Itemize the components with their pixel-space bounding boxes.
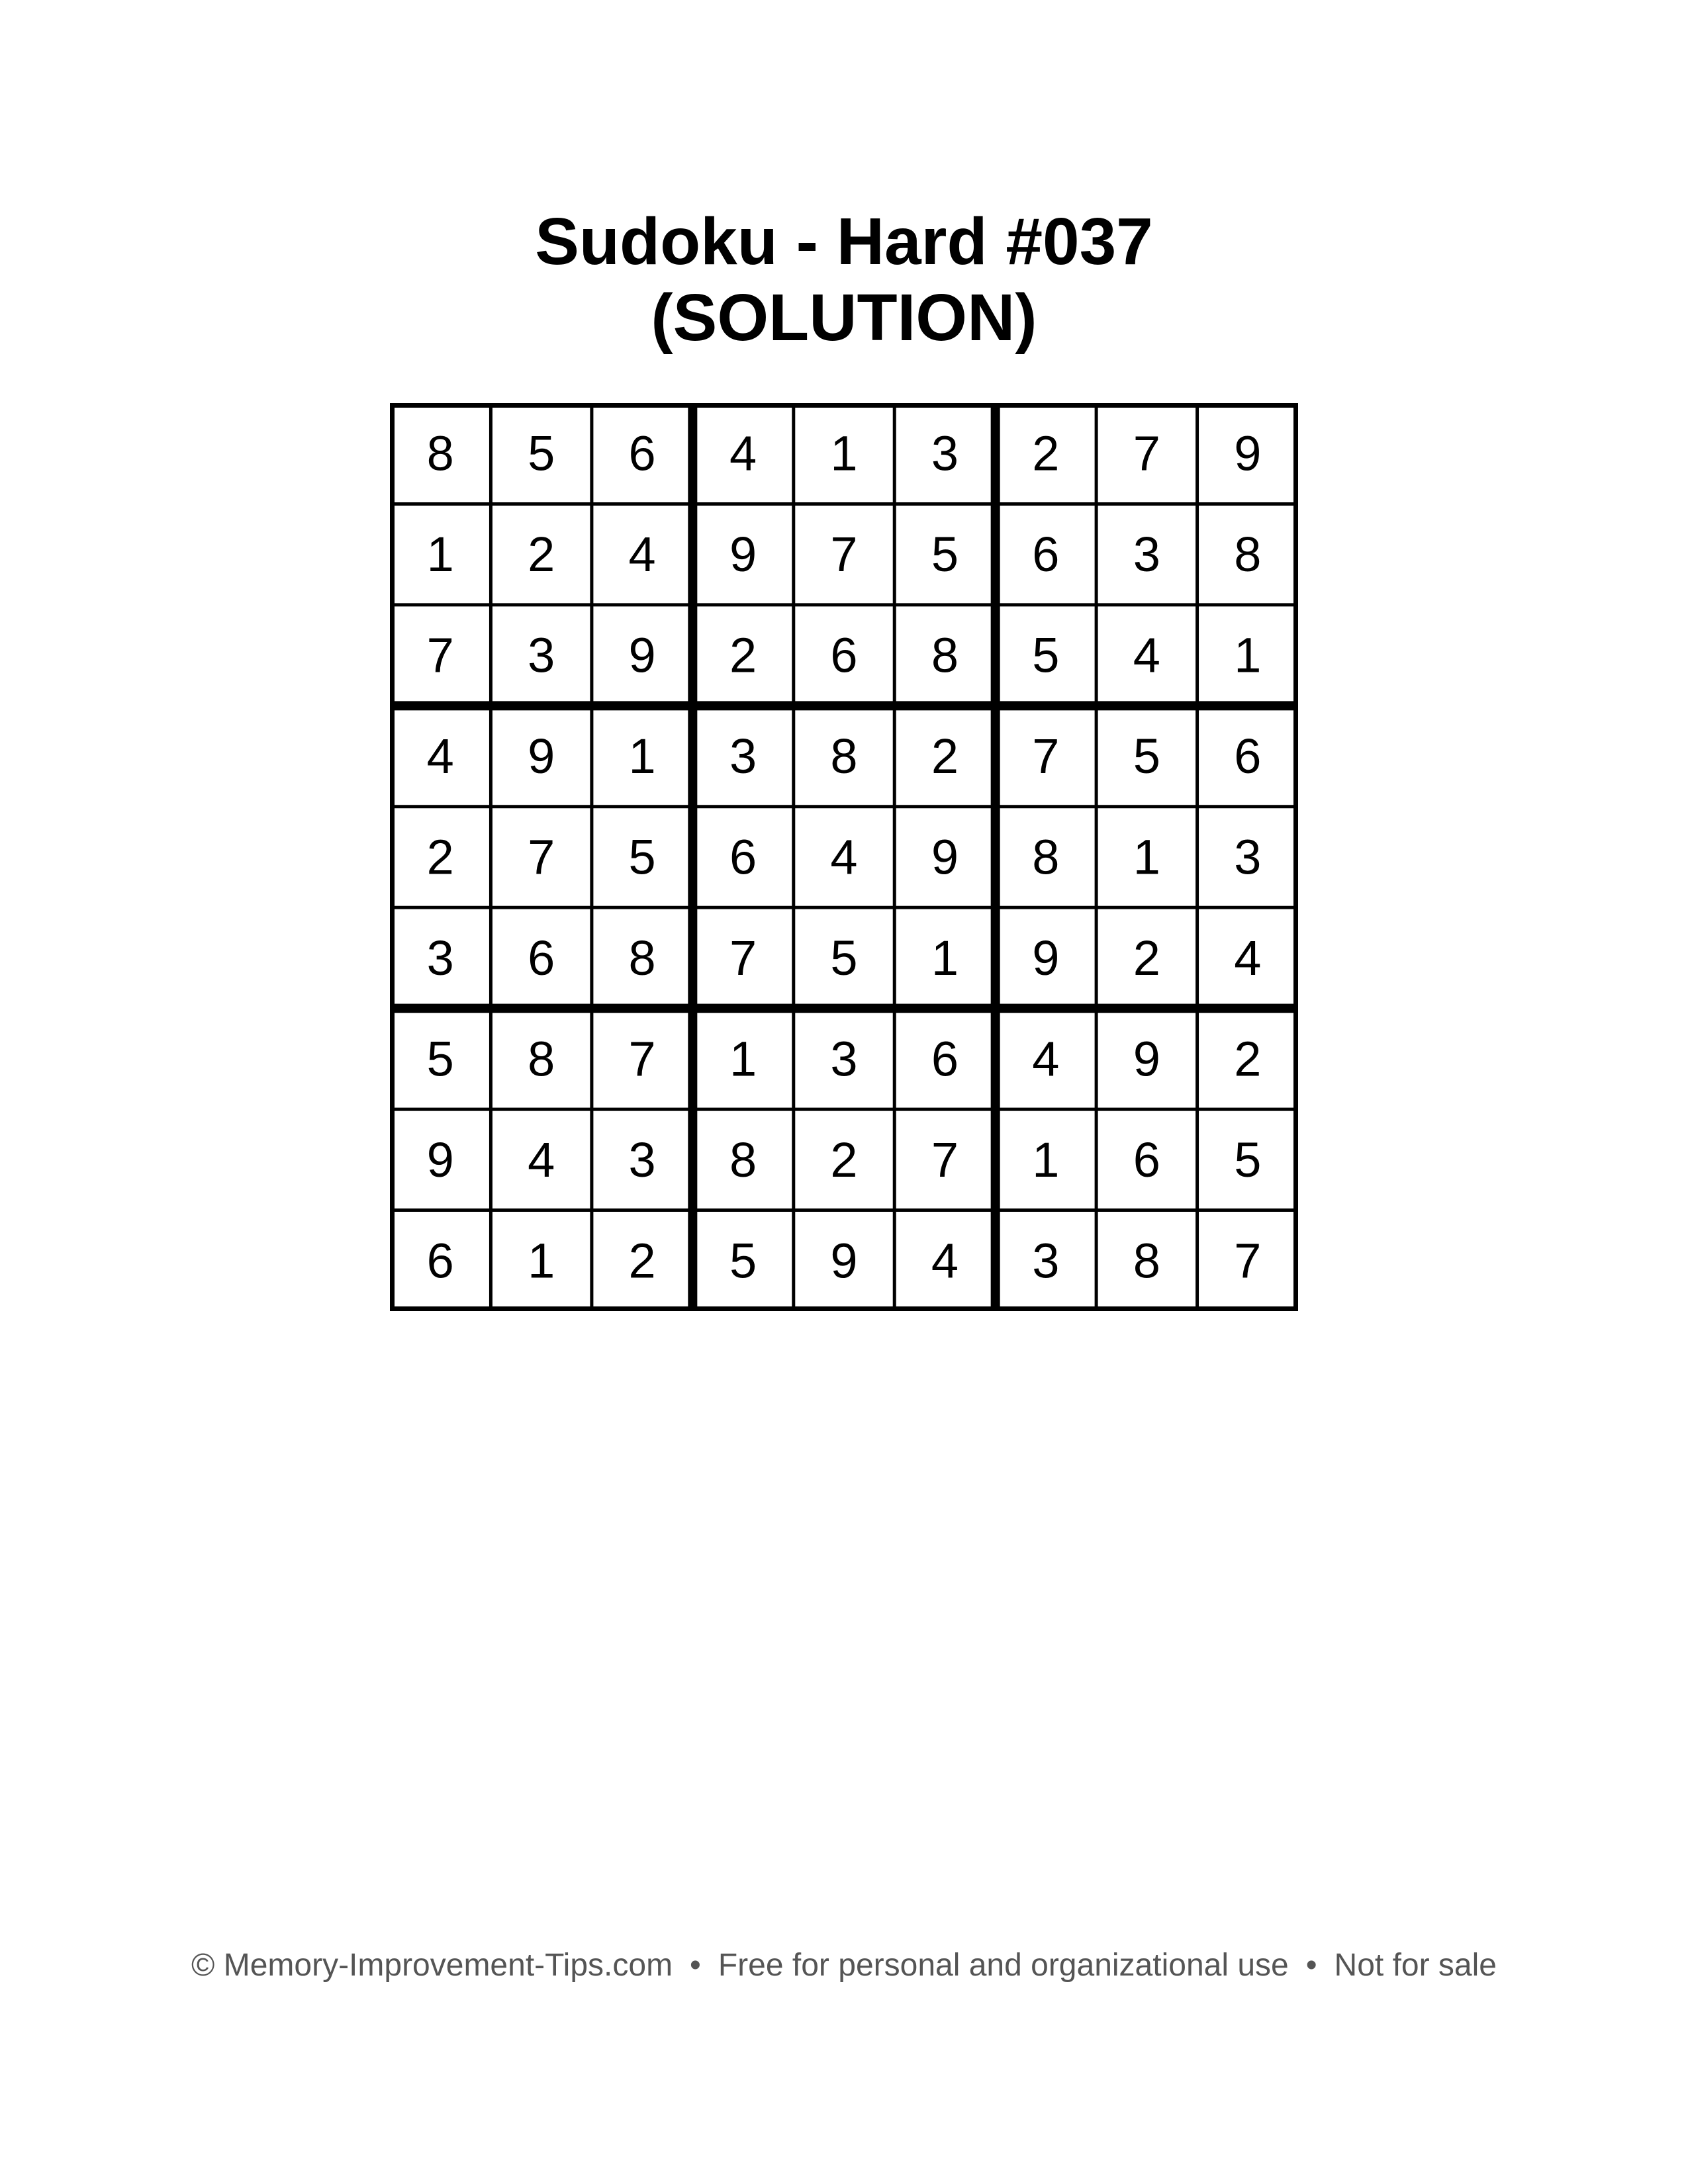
cell-r7-c3: 7 [628,1031,656,1087]
footer-separator: • [1305,1948,1317,1983]
cell-r6-c6: 1 [931,930,959,985]
cell-r9-c4: 5 [729,1233,757,1289]
cell-r9-c8: 8 [1133,1233,1160,1289]
cell-r9-c5: 9 [830,1233,858,1289]
cell-r4-c4: 3 [729,729,757,784]
footer-usage: Free for personal and organizational use [718,1948,1289,1983]
cell-r8-c1: 9 [426,1132,454,1187]
cell-r3-c1: 7 [426,627,454,683]
cell-r1-c5: 1 [830,426,858,481]
cell-r4-c6: 2 [931,729,959,784]
cell-r9-c6: 4 [931,1233,959,1289]
cell-r8-c2: 4 [528,1132,555,1187]
cell-r1-c8: 7 [1133,426,1160,481]
footer-sale: Not for sale [1334,1948,1497,1983]
cell-r7-c8: 9 [1133,1031,1160,1087]
cell-r4-c8: 5 [1133,729,1160,784]
cell-r7-c1: 5 [426,1031,454,1087]
cell-r6-c4: 7 [729,930,757,985]
cell-r8-c5: 2 [830,1132,858,1187]
page-title: Sudoku - Hard #037 [535,205,1153,279]
cell-r3-c8: 4 [1133,627,1160,683]
footer-copyright: © Memory-Improvement-Tips.com [191,1948,673,1983]
cell-r7-c2: 8 [528,1031,555,1087]
cell-r4-c5: 8 [830,729,858,784]
cell-r8-c4: 8 [729,1132,757,1187]
cell-r4-c1: 4 [426,729,454,784]
cell-r7-c9: 2 [1234,1031,1262,1087]
cell-r2-c8: 3 [1133,527,1160,582]
cell-r2-c6: 5 [931,527,959,582]
cell-r1-c2: 5 [528,426,555,481]
cell-r6-c1: 3 [426,930,454,985]
cell-r3-c2: 3 [528,627,555,683]
cell-r2-c3: 4 [628,527,656,582]
cell-r6-c7: 9 [1032,930,1060,985]
cell-r2-c2: 2 [528,527,555,582]
cell-r5-c5: 4 [830,829,858,885]
cell-r4-c7: 7 [1032,729,1060,784]
cell-r2-c9: 8 [1234,527,1262,582]
cell-r6-c2: 6 [528,930,555,985]
cell-r5-c2: 7 [528,829,555,885]
cell-r1-c1: 8 [426,426,454,481]
cell-r1-c9: 9 [1234,426,1262,481]
cell-r2-c4: 9 [729,527,757,582]
cell-r8-c3: 3 [628,1132,656,1187]
cell-r9-c9: 7 [1234,1233,1262,1289]
cell-r6-c3: 8 [628,930,656,985]
cell-r3-c5: 6 [830,627,858,683]
cell-r5-c3: 5 [628,829,656,885]
cell-r8-c6: 7 [931,1132,959,1187]
cell-r5-c8: 1 [1133,829,1160,885]
cell-r5-c9: 3 [1234,829,1262,885]
cell-r3-c9: 1 [1234,627,1262,683]
cell-r6-c9: 4 [1234,930,1262,985]
cell-r1-c3: 6 [628,426,656,481]
cell-r7-c5: 3 [830,1031,858,1087]
cell-r6-c5: 5 [830,930,858,985]
cell-r2-c1: 1 [426,527,454,582]
cell-r9-c2: 1 [528,1233,555,1289]
sudoku-grid-canvas [390,403,1298,1311]
cell-r9-c7: 3 [1032,1233,1060,1289]
footer [0,1946,1688,1985]
cell-r4-c3: 1 [628,729,656,784]
cell-r1-c7: 2 [1032,426,1060,481]
cell-r2-c5: 7 [830,527,858,582]
cell-r9-c1: 6 [426,1233,454,1289]
cell-r6-c8: 2 [1133,930,1160,985]
cell-r3-c4: 2 [729,627,757,683]
cell-r5-c4: 6 [729,829,757,885]
cell-r7-c7: 4 [1032,1031,1060,1087]
cell-r7-c4: 1 [729,1031,757,1087]
cell-r8-c7: 1 [1032,1132,1060,1187]
cell-r4-c9: 6 [1234,729,1262,784]
cell-r5-c7: 8 [1032,829,1060,885]
page-subtitle: (SOLUTION) [651,281,1037,355]
cell-r3-c3: 9 [628,627,656,683]
cell-r5-c6: 9 [931,829,959,885]
cell-r5-c1: 2 [426,829,454,885]
cell-r7-c6: 6 [931,1031,959,1087]
cell-r3-c6: 8 [931,627,959,683]
cell-r1-c4: 4 [729,426,757,481]
sudoku-grid [390,403,1298,1311]
cell-r2-c7: 6 [1032,527,1060,582]
footer-separator: • [690,1948,701,1983]
cell-r3-c7: 5 [1032,627,1060,683]
cell-r8-c8: 6 [1133,1132,1160,1187]
cell-r1-c6: 3 [931,426,959,481]
cell-r9-c3: 2 [628,1233,656,1289]
cell-r4-c2: 9 [528,729,555,784]
cell-r8-c9: 5 [1234,1132,1262,1187]
